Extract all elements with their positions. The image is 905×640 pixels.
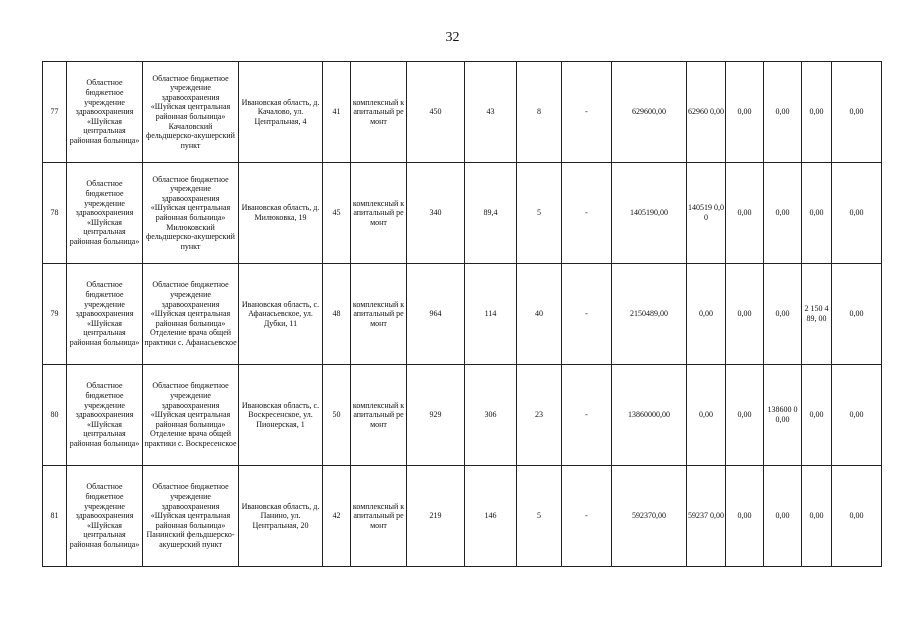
address-cell: Ивановская область, д. Панино, ул. Центральная, 20 [239,466,323,567]
area-cell: 340 [407,163,465,264]
year-4-cost-cell: 2 150 489, 00 [802,264,832,365]
table-row [43,365,882,466]
facility-cell: Областное бюджетное учреждение здравоохранения «Шуйская центральная районная больница» Отделение врача общей практики с. Афанасьевское [143,264,239,365]
facility-cell: Областное бюджетное учреждение здравоохранения «Шуйская центральная районная больница» Качаловский фельдшерско-акушерский пункт [143,62,239,163]
staff-cell: 23 [517,365,562,466]
dash-cell: - [562,365,612,466]
year-3-cost-cell: 138600 00,00 [764,365,802,466]
area-cell: 450 [407,62,465,163]
year-4-cost-cell: 0,00 [802,466,832,567]
wear-percent-cell: 48 [323,264,351,365]
address-cell: Ивановская область, с. Афанасьевское, ул. Дубки, 11 [239,264,323,365]
staff-cell: 8 [517,62,562,163]
wear-percent-cell: 50 [323,365,351,466]
year-5-cost-cell: 0,00 [832,163,882,264]
volume-cell: 43 [465,62,517,163]
volume-cell: 146 [465,466,517,567]
row-number-cell: 79 [43,264,67,365]
year-2-cost-cell: 0,00 [726,365,764,466]
row-number-cell: 77 [43,62,67,163]
year-4-cost-cell: 0,00 [802,365,832,466]
year-4-cost-cell: 0,00 [802,62,832,163]
year-5-cost-cell: 0,00 [832,365,882,466]
work-type-cell: комплексный капитальный ремонт [351,365,407,466]
facility-cell: Областное бюджетное учреждение здравоохранения «Шуйская центральная районная больница» Отделение врача общей практики с. Воскресенское [143,365,239,466]
dash-cell: - [562,163,612,264]
address-cell: Ивановская область, с. Воскресенское, ул. Пионерская, 1 [239,365,323,466]
dash-cell: - [562,62,612,163]
area-cell: 964 [407,264,465,365]
row-number-cell: 78 [43,163,67,264]
total-cost-cell: 13860000,00 [612,365,687,466]
applicant-cell: Областное бюджетное учреждение здравоохранения «Шуйская центральная районная больница» [67,163,143,264]
address-cell: Ивановская область, д. Качалово, ул. Центральная, 4 [239,62,323,163]
year-3-cost-cell: 0,00 [764,62,802,163]
volume-cell: 114 [465,264,517,365]
applicant-cell: Областное бюджетное учреждение здравоохранения «Шуйская центральная районная больница» [67,62,143,163]
work-type-cell: комплексный капитальный ремонт [351,466,407,567]
facility-cell: Областное бюджетное учреждение здравоохранения «Шуйская центральная районная больница» Панинский фельдшерско-акушерский пункт [143,466,239,567]
year-1-cost-cell: 0,00 [687,264,726,365]
staff-cell: 5 [517,466,562,567]
area-cell: 929 [407,365,465,466]
total-cost-cell: 592370,00 [612,466,687,567]
year-2-cost-cell: 0,00 [726,264,764,365]
total-cost-cell: 2150489,00 [612,264,687,365]
work-type-cell: комплексный капитальный ремонт [351,264,407,365]
staff-cell: 40 [517,264,562,365]
address-cell: Ивановская область, д. Милюковка, 19 [239,163,323,264]
facility-cell: Областное бюджетное учреждение здравоохранения «Шуйская центральная районная больница» Милюковский фельдшерско-акушерский пункт [143,163,239,264]
area-cell: 219 [407,466,465,567]
year-1-cost-cell: 140519 0,00 [687,163,726,264]
table-row [43,163,882,264]
year-3-cost-cell: 0,00 [764,163,802,264]
year-5-cost-cell: 0,00 [832,264,882,365]
page-number: 32 [445,30,460,45]
wear-percent-cell: 41 [323,62,351,163]
total-cost-cell: 1405190,00 [612,163,687,264]
work-type-cell: комплексный капитальный ремонт [351,62,407,163]
wear-percent-cell: 42 [323,466,351,567]
table-row [43,264,882,365]
year-2-cost-cell: 0,00 [726,62,764,163]
year-3-cost-cell: 0,00 [764,264,802,365]
year-2-cost-cell: 0,00 [726,466,764,567]
year-3-cost-cell: 0,00 [764,466,802,567]
volume-cell: 306 [465,365,517,466]
table-row [43,62,882,163]
dash-cell: - [562,466,612,567]
year-5-cost-cell: 0,00 [832,62,882,163]
table-body [43,62,882,567]
applicant-cell: Областное бюджетное учреждение здравоохранения «Шуйская центральная районная больница» [67,466,143,567]
table-row [43,466,882,567]
year-5-cost-cell: 0,00 [832,466,882,567]
applicant-cell: Областное бюджетное учреждение здравоохранения «Шуйская центральная районная больница» [67,264,143,365]
year-1-cost-cell: 62960 0,00 [687,62,726,163]
year-1-cost-cell: 59237 0,00 [687,466,726,567]
wear-percent-cell: 45 [323,163,351,264]
applicant-cell: Областное бюджетное учреждение здравоохранения «Шуйская центральная районная больница» [67,365,143,466]
row-number-cell: 81 [43,466,67,567]
year-2-cost-cell: 0,00 [726,163,764,264]
total-cost-cell: 629600,00 [612,62,687,163]
dash-cell: - [562,264,612,365]
year-1-cost-cell: 0,00 [687,365,726,466]
staff-cell: 5 [517,163,562,264]
volume-cell: 89,4 [465,163,517,264]
year-4-cost-cell: 0,00 [802,163,832,264]
work-type-cell: комплексный капитальный ремонт [351,163,407,264]
capital-repair-table [42,61,882,567]
row-number-cell: 80 [43,365,67,466]
